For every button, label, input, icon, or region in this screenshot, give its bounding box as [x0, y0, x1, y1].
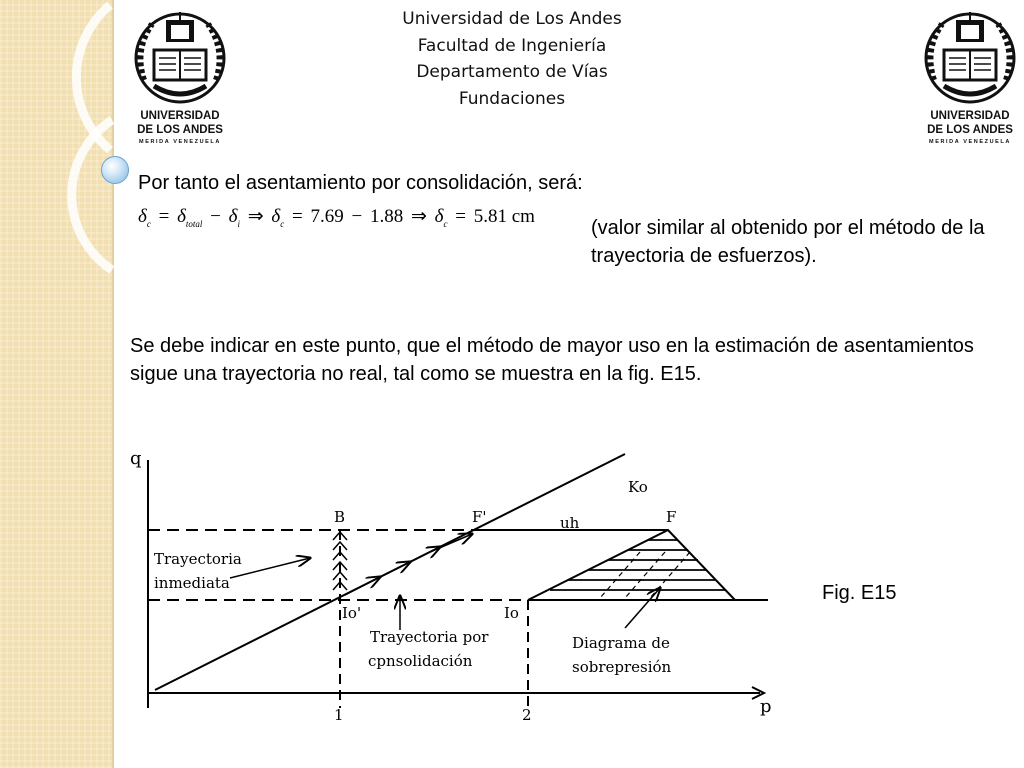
ko-label: Ko [628, 478, 648, 496]
consolidation-settlement-value: 5.81 [473, 206, 507, 227]
annotation-arrow-inmediata [230, 558, 310, 578]
course-name: Fundaciones [458, 88, 566, 109]
trayectoria-inmediata-line2: inmediata [154, 574, 230, 592]
university-logo-right [920, 10, 1020, 152]
delta-symbol: δ [271, 206, 281, 227]
implies-arrow: ⇒ [247, 206, 264, 227]
diagrama-sobrepresion-line1: Diagrama de [572, 634, 670, 652]
university-name: Universidad de Los Andes [402, 9, 622, 29]
department-name: Departamento de Vías [416, 62, 608, 82]
logo-text-line1: UNIVERSIDAD [140, 110, 220, 122]
immediate-path-arrows [333, 532, 347, 590]
implies-arrow: ⇒ [410, 206, 427, 227]
stress-path-figure [120, 440, 800, 730]
lead-sentence: Por tanto el asentamiento por consolidación, será: [138, 172, 583, 194]
figure-caption: Fig. E15 [822, 582, 897, 604]
q-axis-label: q [130, 448, 142, 469]
subscript-total: total [185, 218, 203, 229]
logo-text-line3: MERIDA VENEZUELA [929, 139, 1011, 145]
overpressure-dashed-hatch [600, 552, 690, 598]
point-b-label: B [334, 508, 346, 526]
logo-text-line1: UNIVERSIDAD [930, 110, 1010, 122]
minus-sign: − [351, 206, 363, 227]
body-paragraph: Se debe indicar en este punto, que el método de mayor uso en la estimación de asentamientos sigue una trayectoria no real, tal como se muestra en la fig. E15. [130, 335, 974, 385]
faculty-name: Facultad de Ingeniería [417, 35, 607, 56]
logo-text-line3: MERIDA VENEZUELA [139, 139, 221, 145]
point-io-prime-label: Io' [342, 604, 362, 622]
side-note: (valor similar al obtenido por el método de la trayectoria de esfuerzos). [591, 217, 985, 267]
decorative-arcs [0, 0, 140, 300]
subscript-c: c [443, 218, 448, 229]
delta-symbol: δ [138, 206, 147, 227]
trayectoria-consolidacion-line1: Trayectoria por [370, 628, 489, 646]
logo-text-line2: DE LOS ANDES [927, 124, 1013, 136]
tick-2-label: 2 [522, 706, 532, 724]
settlement-formula [138, 205, 535, 229]
subscript-i: i [237, 218, 240, 229]
logo-text-line2: DE LOS ANDES [137, 124, 223, 136]
point-io-label: Io [504, 604, 519, 622]
delta-symbol: δ [228, 206, 238, 227]
trayectoria-consolidacion-line2: cpnsolidación [368, 652, 473, 670]
subscript-c: c [146, 218, 151, 229]
point-fprime-label: F' [472, 508, 487, 526]
institution-header [300, 6, 724, 112]
delta-symbol: δ [434, 206, 444, 227]
equals-sign: = [455, 206, 466, 227]
trayectoria-inmediata-line1: Trayectoria [154, 550, 242, 568]
delta-symbol: δ [177, 206, 186, 227]
diagrama-sobrepresion-line2: sobrepresión [572, 658, 672, 676]
total-settlement-value: 7.69 [310, 206, 344, 227]
annotation-arrow-diagrama [625, 588, 660, 628]
immediate-settlement-value: 1.88 [369, 206, 404, 227]
overpressure-hatching [550, 540, 725, 590]
equals-sign: = [292, 206, 303, 227]
tick-1-label: 1 [334, 706, 344, 724]
university-seal-icon [130, 10, 230, 108]
p-axis-label: p [760, 696, 772, 717]
university-logo-left [130, 10, 230, 152]
minus-sign: − [210, 206, 221, 227]
unit-label: cm [511, 206, 535, 227]
decorative-orb [101, 156, 129, 184]
university-seal-icon [920, 10, 1020, 108]
equals-sign: = [158, 206, 170, 227]
point-f-label: F [666, 508, 677, 526]
uh-label: uh [560, 514, 580, 532]
consolidation-path-arrows [345, 534, 472, 595]
subscript-c: c [280, 218, 285, 229]
